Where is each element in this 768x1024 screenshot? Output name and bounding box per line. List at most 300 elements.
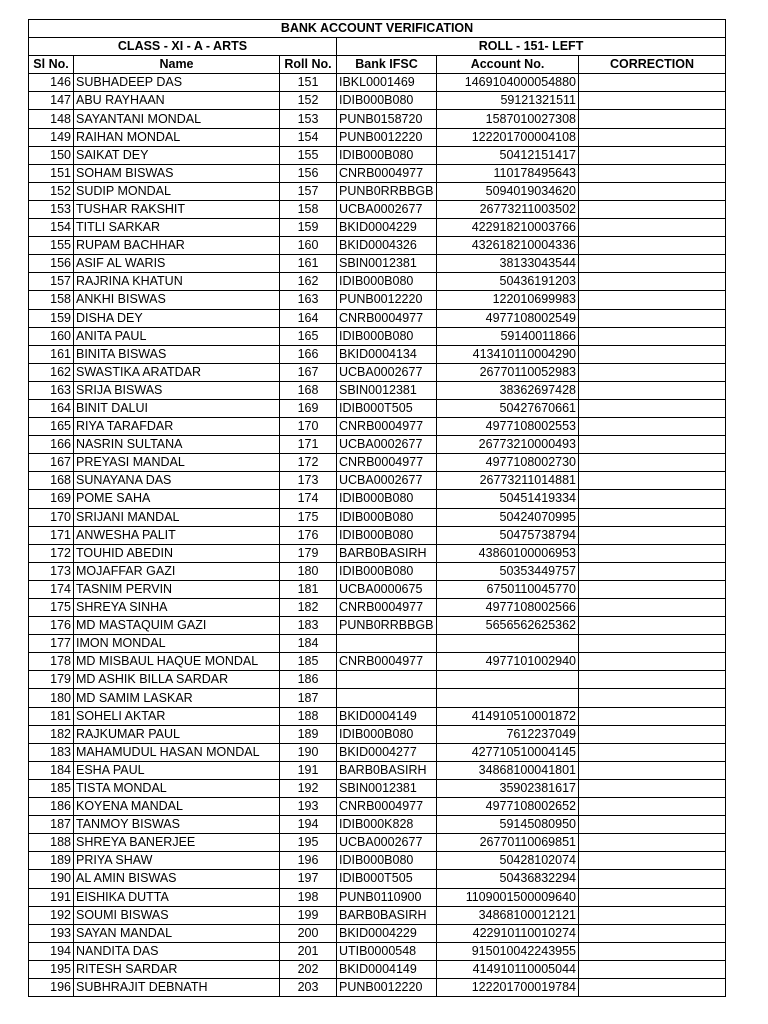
correction-cell (579, 580, 726, 598)
name-cell: RUPAM BACHHAR (74, 237, 280, 255)
table-row (29, 942, 726, 960)
sl-cell: 164 (29, 399, 74, 417)
name-cell: MAHAMUDUL HASAN MONDAL (74, 743, 280, 761)
correction-cell (579, 707, 726, 725)
account-cell: 43860100006953 (437, 544, 579, 562)
table-row (29, 544, 726, 562)
correction-cell (579, 291, 726, 309)
name-cell: SOHELI AKTAR (74, 707, 280, 725)
table-row (29, 200, 726, 218)
ifsc-cell: IDIB000B080 (337, 273, 437, 291)
sl-cell: 183 (29, 743, 74, 761)
ifsc-cell: PUNB0110900 (337, 888, 437, 906)
name-cell: MD SAMIM LASKAR (74, 689, 280, 707)
table-row (29, 924, 726, 942)
account-cell: 26770110052983 (437, 363, 579, 381)
name-cell: MD ASHIK BILLA SARDAR (74, 671, 280, 689)
ifsc-cell: BARB0BASIRH (337, 544, 437, 562)
correction-cell (579, 924, 726, 942)
ifsc-cell: UCBA0002677 (337, 200, 437, 218)
correction-cell (579, 743, 726, 761)
roll-cell: 194 (280, 816, 337, 834)
ifsc-cell: UCBA0002677 (337, 436, 437, 454)
ifsc-cell: IDIB000K828 (337, 816, 437, 834)
correction-cell (579, 960, 726, 978)
table-row (29, 273, 726, 291)
name-cell: RAIHAN MONDAL (74, 128, 280, 146)
account-cell: 50475738794 (437, 526, 579, 544)
sl-cell: 159 (29, 309, 74, 327)
sl-cell: 157 (29, 273, 74, 291)
ifsc-cell: PUNB0RRBBGB (337, 182, 437, 200)
ifsc-cell: CNRB0004977 (337, 164, 437, 182)
correction-cell (579, 200, 726, 218)
name-cell: SHREYA SINHA (74, 599, 280, 617)
name-cell: SUBHRAJIT DEBNATH (74, 978, 280, 996)
name-cell: NASRIN SULTANA (74, 436, 280, 454)
table-row (29, 617, 726, 635)
roll-cell: 160 (280, 237, 337, 255)
table-row (29, 978, 726, 996)
sl-cell: 167 (29, 454, 74, 472)
account-cell: 4977101002940 (437, 653, 579, 671)
table-row (29, 707, 726, 725)
table-row (29, 74, 726, 92)
sl-cell: 180 (29, 689, 74, 707)
sl-cell: 163 (29, 381, 74, 399)
table-row (29, 599, 726, 617)
correction-cell (579, 562, 726, 580)
name-cell: SAYANTANI MONDAL (74, 110, 280, 128)
table-row (29, 852, 726, 870)
account-cell: 26773210000493 (437, 436, 579, 454)
roll-cell: 167 (280, 363, 337, 381)
account-cell: 422910110010274 (437, 924, 579, 942)
account-cell: 50424070995 (437, 508, 579, 526)
roll-cell: 196 (280, 852, 337, 870)
name-cell: BINITA BISWAS (74, 345, 280, 363)
ifsc-cell: IBKL0001469 (337, 74, 437, 92)
account-cell: 35902381617 (437, 779, 579, 797)
table-row (29, 870, 726, 888)
ifsc-cell: BKID0004229 (337, 219, 437, 237)
correction-cell (579, 635, 726, 653)
name-cell: PREYASI MANDAL (74, 454, 280, 472)
ifsc-cell: BKID0004149 (337, 707, 437, 725)
correction-cell (579, 363, 726, 381)
correction-cell (579, 436, 726, 454)
ifsc-cell: UTIB0000548 (337, 942, 437, 960)
sl-cell: 162 (29, 363, 74, 381)
correction-cell (579, 164, 726, 182)
table-row (29, 237, 726, 255)
name-cell: EISHIKA DUTTA (74, 888, 280, 906)
correction-cell (579, 798, 726, 816)
sl-cell: 150 (29, 146, 74, 164)
correction-cell (579, 345, 726, 363)
sl-cell: 181 (29, 707, 74, 725)
ifsc-cell: SBIN0012381 (337, 255, 437, 273)
correction-cell (579, 870, 726, 888)
sl-cell: 152 (29, 182, 74, 200)
correction-cell (579, 906, 726, 924)
ifsc-cell: UCBA0000675 (337, 580, 437, 598)
name-cell: ANWESHA PALIT (74, 526, 280, 544)
name-cell: NANDITA DAS (74, 942, 280, 960)
sl-cell: 149 (29, 128, 74, 146)
ifsc-cell: IDIB000B080 (337, 490, 437, 508)
correction-cell (579, 490, 726, 508)
correction-cell (579, 816, 726, 834)
name-cell: ASIF AL WARIS (74, 255, 280, 273)
sl-cell: 155 (29, 237, 74, 255)
ifsc-cell: BKID0004326 (337, 237, 437, 255)
account-cell: 38362697428 (437, 381, 579, 399)
account-cell: 59121321511 (437, 92, 579, 110)
roll-cell: 166 (280, 345, 337, 363)
sl-cell: 190 (29, 870, 74, 888)
sl-cell: 171 (29, 526, 74, 544)
ifsc-cell: UCBA0002677 (337, 363, 437, 381)
col-header-roll: Roll No. (280, 56, 337, 74)
sl-cell: 158 (29, 291, 74, 309)
table-row (29, 110, 726, 128)
account-cell: 5094019034620 (437, 182, 579, 200)
table-row (29, 472, 726, 490)
table-row (29, 327, 726, 345)
table-row (29, 526, 726, 544)
name-cell: MD MASTAQUIM GAZI (74, 617, 280, 635)
name-cell: TOUHID ABEDIN (74, 544, 280, 562)
roll-cell: 188 (280, 707, 337, 725)
col-header-name: Name (74, 56, 280, 74)
roll-cell: 165 (280, 327, 337, 345)
ifsc-cell: CNRB0004977 (337, 309, 437, 327)
table-row (29, 255, 726, 273)
name-cell: ESHA PAUL (74, 761, 280, 779)
account-cell: 122201700004108 (437, 128, 579, 146)
account-cell: 6750110045770 (437, 580, 579, 598)
ifsc-cell: PUNB0012220 (337, 128, 437, 146)
roll-cell: 171 (280, 436, 337, 454)
table-row (29, 291, 726, 309)
sl-cell: 186 (29, 798, 74, 816)
account-cell: 59145080950 (437, 816, 579, 834)
correction-cell (579, 779, 726, 797)
roll-cell: 192 (280, 779, 337, 797)
ifsc-cell: PUNB0RRBBGB (337, 617, 437, 635)
sl-cell: 185 (29, 779, 74, 797)
sl-cell: 170 (29, 508, 74, 526)
account-cell: 26773211003502 (437, 200, 579, 218)
col-header-ifsc: Bank IFSC (337, 56, 437, 74)
ifsc-cell: CNRB0004977 (337, 418, 437, 436)
roll-cell: 202 (280, 960, 337, 978)
roll-cell: 172 (280, 454, 337, 472)
table-row (29, 399, 726, 417)
name-cell: SUDIP MONDAL (74, 182, 280, 200)
account-cell (437, 689, 579, 707)
table-row (29, 128, 726, 146)
roll-cell: 157 (280, 182, 337, 200)
sl-cell: 172 (29, 544, 74, 562)
name-cell: ANITA PAUL (74, 327, 280, 345)
correction-cell (579, 544, 726, 562)
name-cell: POME SAHA (74, 490, 280, 508)
table-row (29, 92, 726, 110)
sl-cell: 184 (29, 761, 74, 779)
roll-cell: 169 (280, 399, 337, 417)
roll-cell: 199 (280, 906, 337, 924)
roll-cell: 183 (280, 617, 337, 635)
account-cell: 1587010027308 (437, 110, 579, 128)
name-cell: BINIT DALUI (74, 399, 280, 417)
roll-cell: 179 (280, 544, 337, 562)
account-cell: 414910110005044 (437, 960, 579, 978)
roll-label: ROLL - 151- LEFT (337, 38, 726, 56)
correction-cell (579, 273, 726, 291)
correction-cell (579, 454, 726, 472)
ifsc-cell: PUNB0012220 (337, 978, 437, 996)
ifsc-cell: BKID0004149 (337, 960, 437, 978)
name-cell: RAJRINA KHATUN (74, 273, 280, 291)
account-cell: 50427670661 (437, 399, 579, 417)
ifsc-cell: BARB0BASIRH (337, 761, 437, 779)
table-row (29, 562, 726, 580)
correction-cell (579, 327, 726, 345)
table-row (29, 363, 726, 381)
name-cell: ANKHI BISWAS (74, 291, 280, 309)
name-cell: DISHA DEY (74, 309, 280, 327)
roll-cell: 155 (280, 146, 337, 164)
sl-cell: 156 (29, 255, 74, 273)
correction-cell (579, 74, 726, 92)
table-row (29, 888, 726, 906)
table-row (29, 725, 726, 743)
sl-cell: 188 (29, 834, 74, 852)
ifsc-cell: CNRB0004977 (337, 653, 437, 671)
account-cell: 50353449757 (437, 562, 579, 580)
ifsc-cell: BARB0BASIRH (337, 906, 437, 924)
sl-cell: 168 (29, 472, 74, 490)
sl-cell: 151 (29, 164, 74, 182)
ifsc-cell: BKID0004134 (337, 345, 437, 363)
correction-cell (579, 526, 726, 544)
roll-cell: 198 (280, 888, 337, 906)
sl-cell: 160 (29, 327, 74, 345)
sl-cell: 169 (29, 490, 74, 508)
ifsc-cell: IDIB000B080 (337, 562, 437, 580)
name-cell: SRIJANI MANDAL (74, 508, 280, 526)
table-row (29, 490, 726, 508)
table-row (29, 960, 726, 978)
account-cell: 4977108002652 (437, 798, 579, 816)
name-cell: ABU RAYHAAN (74, 92, 280, 110)
ifsc-cell: CNRB0004977 (337, 798, 437, 816)
sl-cell: 189 (29, 852, 74, 870)
title-row (29, 20, 726, 38)
verification-table (28, 19, 726, 997)
table-row (29, 798, 726, 816)
account-cell: 1109001500009640 (437, 888, 579, 906)
sl-cell: 161 (29, 345, 74, 363)
account-cell: 4977108002549 (437, 309, 579, 327)
table-row (29, 653, 726, 671)
ifsc-cell: PUNB0158720 (337, 110, 437, 128)
roll-cell: 152 (280, 92, 337, 110)
name-cell: TANMOY BISWAS (74, 816, 280, 834)
table-row (29, 309, 726, 327)
name-cell: SOUMI BISWAS (74, 906, 280, 924)
roll-cell: 175 (280, 508, 337, 526)
name-cell: PRIYA SHAW (74, 852, 280, 870)
table-row (29, 508, 726, 526)
roll-cell: 203 (280, 978, 337, 996)
roll-cell: 190 (280, 743, 337, 761)
correction-cell (579, 182, 726, 200)
sheet-title: BANK ACCOUNT VERIFICATION (29, 20, 726, 38)
name-cell: IMON MONDAL (74, 635, 280, 653)
sl-cell: 192 (29, 906, 74, 924)
name-cell: SUNAYANA DAS (74, 472, 280, 490)
sl-cell: 146 (29, 74, 74, 92)
sl-cell: 147 (29, 92, 74, 110)
correction-cell (579, 761, 726, 779)
name-cell: TUSHAR RAKSHIT (74, 200, 280, 218)
account-cell: 432618210004336 (437, 237, 579, 255)
ifsc-cell: CNRB0004977 (337, 599, 437, 617)
ifsc-cell: IDIB000B080 (337, 146, 437, 164)
name-cell: RITESH SARDAR (74, 960, 280, 978)
account-cell: 50412151417 (437, 146, 579, 164)
sl-cell: 173 (29, 562, 74, 580)
sl-cell: 178 (29, 653, 74, 671)
roll-cell: 180 (280, 562, 337, 580)
correction-cell (579, 309, 726, 327)
sl-cell: 196 (29, 978, 74, 996)
ifsc-cell: CNRB0004977 (337, 454, 437, 472)
roll-cell: 158 (280, 200, 337, 218)
table-row (29, 580, 726, 598)
account-cell: 50428102074 (437, 852, 579, 870)
ifsc-cell: IDIB000B080 (337, 526, 437, 544)
roll-cell: 182 (280, 599, 337, 617)
sl-cell: 193 (29, 924, 74, 942)
table-row (29, 635, 726, 653)
roll-cell: 185 (280, 653, 337, 671)
account-cell (437, 635, 579, 653)
account-cell: 122201700019784 (437, 978, 579, 996)
correction-cell (579, 219, 726, 237)
table-row (29, 779, 726, 797)
roll-cell: 159 (280, 219, 337, 237)
ifsc-cell: SBIN0012381 (337, 381, 437, 399)
account-cell (437, 671, 579, 689)
correction-cell (579, 146, 726, 164)
sl-cell: 176 (29, 617, 74, 635)
roll-cell: 189 (280, 725, 337, 743)
account-cell: 34868100012121 (437, 906, 579, 924)
correction-cell (579, 653, 726, 671)
ifsc-cell: IDIB000T505 (337, 399, 437, 417)
account-cell: 110178495643 (437, 164, 579, 182)
account-cell: 413410110004290 (437, 345, 579, 363)
ifsc-cell: IDIB000B080 (337, 92, 437, 110)
roll-cell: 187 (280, 689, 337, 707)
correction-cell (579, 599, 726, 617)
col-header-account: Account No. (437, 56, 579, 74)
roll-cell: 153 (280, 110, 337, 128)
table-row (29, 381, 726, 399)
name-cell: AL AMIN BISWAS (74, 870, 280, 888)
roll-cell: 201 (280, 942, 337, 960)
account-cell: 1469104000054880 (437, 74, 579, 92)
table-row (29, 345, 726, 363)
ifsc-cell: IDIB000B080 (337, 327, 437, 345)
ifsc-cell: IDIB000B080 (337, 508, 437, 526)
table-row (29, 164, 726, 182)
account-cell: 26773211014881 (437, 472, 579, 490)
name-cell: RAJKUMAR PAUL (74, 725, 280, 743)
roll-cell: 173 (280, 472, 337, 490)
sl-cell: 187 (29, 816, 74, 834)
correction-cell (579, 92, 726, 110)
ifsc-cell: UCBA0002677 (337, 834, 437, 852)
ifsc-cell: SBIN0012381 (337, 779, 437, 797)
table-row (29, 436, 726, 454)
account-cell: 4977108002730 (437, 454, 579, 472)
roll-cell: 161 (280, 255, 337, 273)
roll-cell: 162 (280, 273, 337, 291)
name-cell: KOYENA MANDAL (74, 798, 280, 816)
col-header-sl: Sl No. (29, 56, 74, 74)
account-cell: 38133043544 (437, 255, 579, 273)
correction-cell (579, 508, 726, 526)
col-header-correction: CORRECTION (579, 56, 726, 74)
sl-cell: 177 (29, 635, 74, 653)
correction-cell (579, 978, 726, 996)
account-cell: 427710510004145 (437, 743, 579, 761)
roll-cell: 184 (280, 635, 337, 653)
roll-cell: 197 (280, 870, 337, 888)
correction-cell (579, 237, 726, 255)
sl-cell: 148 (29, 110, 74, 128)
sl-cell: 166 (29, 436, 74, 454)
roll-cell: 176 (280, 526, 337, 544)
ifsc-cell (337, 671, 437, 689)
account-cell: 4977108002566 (437, 599, 579, 617)
table-row (29, 816, 726, 834)
roll-cell: 193 (280, 798, 337, 816)
correction-cell (579, 418, 726, 436)
name-cell: TASNIM PERVIN (74, 580, 280, 598)
correction-cell (579, 689, 726, 707)
roll-cell: 200 (280, 924, 337, 942)
sl-cell: 175 (29, 599, 74, 617)
sl-cell: 165 (29, 418, 74, 436)
name-cell: MOJAFFAR GAZI (74, 562, 280, 580)
correction-cell (579, 110, 726, 128)
table-row (29, 418, 726, 436)
table-row (29, 761, 726, 779)
sl-cell: 182 (29, 725, 74, 743)
table-row (29, 743, 726, 761)
name-cell: TISTA MONDAL (74, 779, 280, 797)
name-cell: SRIJA BISWAS (74, 381, 280, 399)
name-cell: SAIKAT DEY (74, 146, 280, 164)
table-row (29, 219, 726, 237)
table-row (29, 146, 726, 164)
